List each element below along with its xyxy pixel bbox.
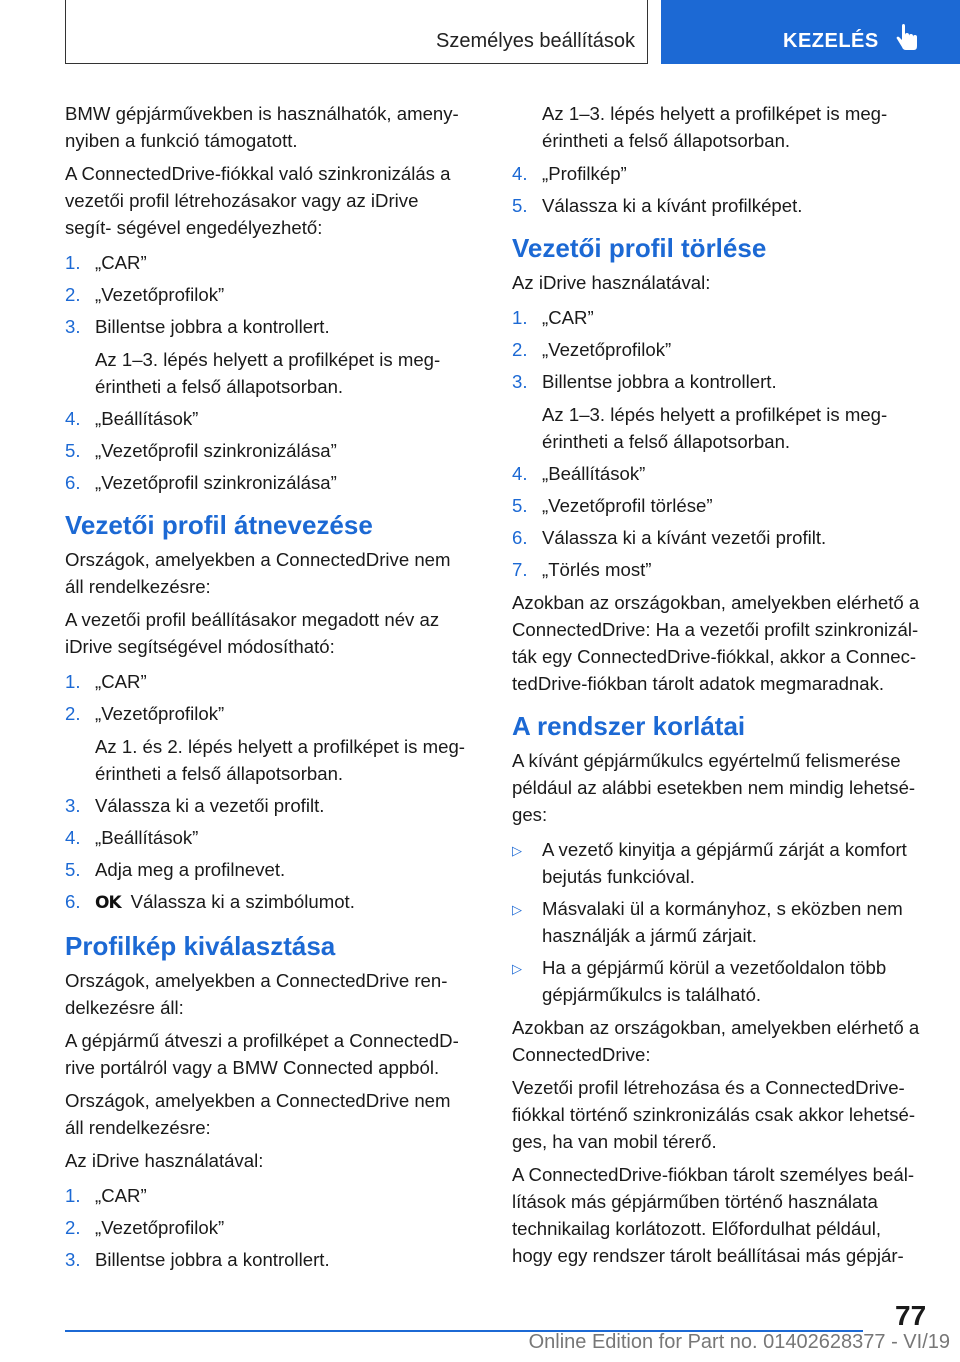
hand-pointer-icon (895, 24, 919, 59)
header-chapter-tab (661, 0, 960, 64)
page-number: 77 (895, 1300, 927, 1331)
list-item: 5. „Vezetőprofil törlése” (512, 495, 713, 516)
list-item: ▷ A vezető kinyitja a gépjármű zárját a komfort bejutás funkcióval. (512, 839, 907, 887)
heading-delete: Vezetői profil törlése (512, 233, 767, 263)
step-note: Az 1. és 2. lépés helyett a profilképet is meg- érintheti a felső állapotsorban. (95, 736, 465, 784)
ok-symbol-icon: OK (95, 893, 121, 913)
paragraph: A ConnectedDrive-fiókkal való szinkronizálás a vezetői profil létrehozásakor vagy az iDrive segít- ségével engedélyezhető: (65, 163, 451, 238)
steps-picture (65, 1182, 465, 1273)
step-note: Az 1–3. lépés helyett a profilképet is meg- érintheti a felső állapotsorban. (542, 103, 888, 151)
header-section-box (65, 0, 648, 64)
left-column (65, 100, 465, 1279)
footer-edition: Online Edition for Part no. 01402628377 - VI/19 (528, 1331, 950, 1353)
steps-sync (65, 249, 465, 496)
triangle-bullet-icon: ▷ (512, 961, 522, 976)
header-chapter-title: KEZELÉS (783, 30, 879, 52)
paragraph: Az iDrive használatával: (65, 1150, 264, 1171)
steps-picture-cont (512, 160, 924, 219)
paragraph: Azokban az országokban, amelyekben elérhető a ConnectedDrive: (512, 1017, 920, 1065)
paragraph: Országok, amelyekben a ConnectedDrive ren- delkezésre áll: (65, 970, 448, 1018)
paragraph: Azokban az országokban, amelyekben elérhető a ConnectedDrive: Ha a vezetői profilt szinkronizál- ták egy ConnectedDrive-fiókkal, akkor a Connec- tedDrive-fiókban tárolt adatok megmaradnak. (512, 592, 920, 694)
steps-rename (65, 668, 465, 917)
paragraph: A ConnectedDrive-fiókban tárolt személyes beál- lítások más gépjárműben történő használata technikailag korlátozott. Előfordulhat például, hogy egy rendszer tárolt beállításai más gépjár- (512, 1164, 915, 1266)
list-item: 3. Billentse jobbra a kontrollert. Az 1–3. lépés helyett a profilképet is meg- érintheti a felső állapotsorban. (65, 313, 465, 400)
step-note: Az 1–3. lépés helyett a profilképet is meg- érintheti a felső állapotsorban. (95, 349, 441, 397)
step-note: Az 1–3. lépés helyett a profilképet is meg- érintheti a felső állapotsorban. (542, 404, 888, 452)
heading-rename: Vezetői profil átnevezése (65, 510, 373, 540)
list-item: 5. „Vezetőprofil szinkronizálása” (65, 440, 337, 461)
paragraph: Az iDrive használatával: (512, 272, 711, 293)
paragraph: Országok, amelyekben a ConnectedDrive nem áll rendelkezésre: (65, 1090, 451, 1138)
triangle-bullet-icon: ▷ (512, 843, 522, 858)
list-item: 1. „CAR” (65, 1185, 147, 1206)
list-item: 6. „Vezetőprofil szinkronizálása” (65, 472, 337, 493)
right-column (512, 100, 924, 1275)
paragraph: A gépjármű átveszi a profilképet a ConnectedD- rive portálról vagy a BMW Connected appból. (65, 1030, 459, 1078)
list-item: 2. „Vezetőprofilok” Az 1. és 2. lépés helyett a profilképet is meg- érintheti a felső állapotsorban. (65, 700, 465, 787)
list-item: 2. „Vezetőprofilok” (512, 339, 672, 360)
limits-bullets (512, 836, 924, 1008)
paragraph: A vezetői profil beállításakor megadott név az iDrive segítségével módosítható: (65, 609, 440, 657)
list-item: 4. „Profilkép” (512, 163, 627, 184)
heading-profile-picture: Profilkép kiválasztása (65, 931, 336, 961)
list-item: 7. „Törlés most” (512, 559, 652, 580)
list-item: 4. „Beállítások” (512, 463, 646, 484)
paragraph: A kívánt gépjárműkulcs egyértelmű felismerése például az alábbi esetekben nem mindig lehetsé- ges: (512, 750, 916, 825)
list-item: ▷ Másvalaki ül a kormányhoz, s eközben nem használják a jármű zárjait. (512, 898, 903, 946)
paragraph: Országok, amelyekben a ConnectedDrive nem áll rendelkezésre: (65, 549, 451, 597)
paragraph: BMW gépjárművekben is használhatók, ameny- nyiben a funkció támogatott. (65, 103, 459, 151)
header-section-title: Személyes beállítások (436, 30, 635, 52)
paragraph: Vezetői profil létrehozása és a ConnectedDrive- fiókkal történő szinkronizálás csak akkor lehetsé- ges, ha van mobil térerő. (512, 1077, 916, 1152)
list-item: 1. „CAR” (512, 307, 594, 328)
list-item: 2. „Vezetőprofilok” (65, 284, 225, 305)
list-item: 3. Billentse jobbra a kontrollert. Az 1–3. lépés helyett a profilképet is meg- érintheti a felső állapotsorban. (512, 368, 924, 455)
list-item: 1. „CAR” (65, 252, 147, 273)
list-item: 6. OK Válassza ki a szimbólumot. (65, 888, 465, 917)
list-item: 2. „Vezetőprofilok” (65, 1217, 225, 1238)
list-item: 3. Billentse jobbra a kontrollert. (65, 1249, 330, 1270)
list-item: ▷ Ha a gépjármű körül a vezetőoldalon több gépjárműkulcs is található. (512, 957, 887, 1005)
list-item: 5. Adja meg a profilnevet. (65, 859, 286, 880)
list-item: 1. „CAR” (65, 671, 147, 692)
list-item: 4. „Beállítások” (65, 827, 199, 848)
steps-delete (512, 304, 924, 583)
triangle-bullet-icon: ▷ (512, 902, 522, 917)
list-item: 5. Válassza ki a kívánt profilképet. (512, 195, 803, 216)
heading-limits: A rendszer korlátai (512, 711, 746, 741)
list-item: 4. „Beállítások” (65, 408, 199, 429)
list-item: 6. Válassza ki a kívánt vezetői profilt. (512, 527, 827, 548)
list-item: 3. Válassza ki a vezetői profilt. (65, 795, 325, 816)
